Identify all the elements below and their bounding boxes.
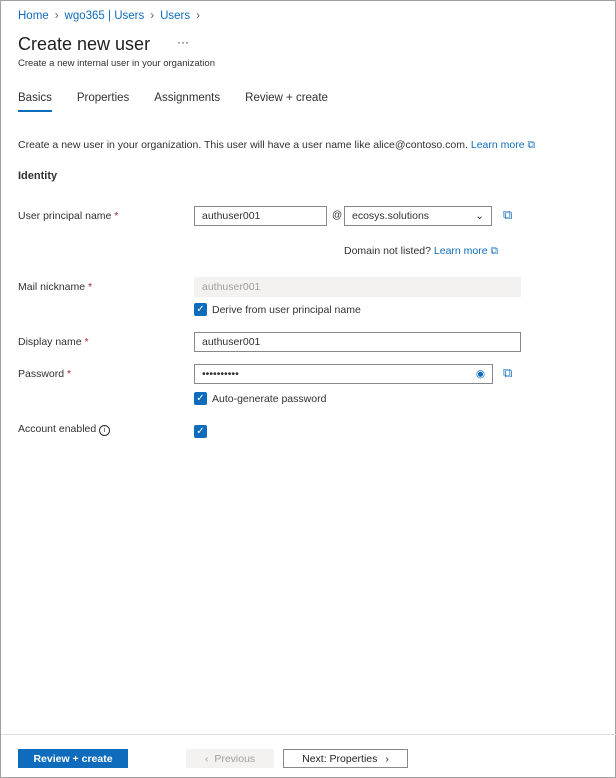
at-sign: @ [332,210,343,221]
required-marker: * [114,210,119,222]
breadcrumb-users[interactable]: Users [160,10,191,22]
account-enabled-text: Account enabled [18,423,97,435]
copy-password-icon[interactable]: ⧉ [503,365,513,380]
auto-generate-checkbox[interactable] [194,392,326,405]
mail-label [18,281,92,293]
chevron-left-icon: ‹ [204,752,209,765]
review-create-button[interactable]: Review + create [18,749,128,768]
chevron-right-icon: › [150,10,155,22]
section-identity: Identity [18,170,58,182]
display-name-input[interactable]: authuser001 [194,332,521,352]
learn-more-link[interactable]: Learn more [470,139,525,151]
chevron-down-icon: ⌄ [475,210,484,222]
external-link-icon: ⧉ [527,139,535,151]
derive-label: Derive from user principal name [212,303,361,316]
checkmark-icon: ✓ [194,425,207,438]
upn-label-text: User principal name [18,210,112,222]
external-link-icon: ⧉ [490,245,499,257]
tab-assignments[interactable]: Assignments [154,92,221,104]
required-marker: * [67,368,72,380]
password-value: •••••••••• [202,368,239,380]
required-marker: * [88,281,93,293]
display-label [18,336,89,348]
breadcrumb-home[interactable]: Home [18,10,49,22]
tab-basics[interactable]: Basics [18,92,52,112]
domain-hint-text: Domain not listed? [344,245,431,257]
password-label-text: Password [18,368,65,380]
checkmark-icon: ✓ [194,303,207,316]
eye-icon[interactable]: ◉ [475,368,485,380]
previous-label: Previous [214,752,256,765]
domain-select[interactable] [344,206,492,226]
account-enabled-label [18,423,110,436]
auto-generate-label: Auto-generate password [212,392,327,405]
domain-hint [344,245,498,258]
mail-label-text: Mail nickname [18,281,86,293]
breadcrumb [18,10,200,22]
page-subtitle: Create a new internal user in your organization [18,58,215,69]
chevron-right-icon: › [196,10,200,22]
next-label: Next: Properties [302,752,378,765]
domain-learn-more-link[interactable]: Learn more [433,245,488,257]
breadcrumb-tenant-users[interactable]: wgo365 | Users [64,10,145,22]
chevron-right-icon: › [385,752,389,765]
description-text: Create a new user in your organization. This user will have a user name like alice@contoso.com. [18,139,468,151]
display-label-text: Display name [18,336,82,348]
tab-properties[interactable]: Properties [76,92,130,104]
checkmark-icon: ✓ [194,392,207,405]
derive-checkbox[interactable] [194,303,361,316]
copy-icon[interactable]: ⧉ [503,207,513,222]
page-title: Create new user [18,34,151,54]
account-enabled-checkbox[interactable] [194,425,207,438]
previous-button[interactable] [186,749,274,768]
description [18,139,535,152]
tab-bar [18,92,353,112]
tab-review-create[interactable]: Review + create [245,92,328,104]
chevron-right-icon: › [54,10,59,22]
more-options-button[interactable]: ··· [177,35,189,49]
footer-divider [1,734,616,735]
upn-label [18,210,118,222]
password-input[interactable] [194,364,493,384]
domain-value: ecosys.solutions [352,210,430,222]
next-properties-button[interactable] [283,749,408,768]
mail-nickname-input[interactable]: authuser001 [194,277,521,297]
password-label [18,368,71,380]
upn-input[interactable]: authuser001 [194,206,327,226]
required-marker: * [84,336,89,348]
info-icon[interactable]: i [99,425,110,436]
